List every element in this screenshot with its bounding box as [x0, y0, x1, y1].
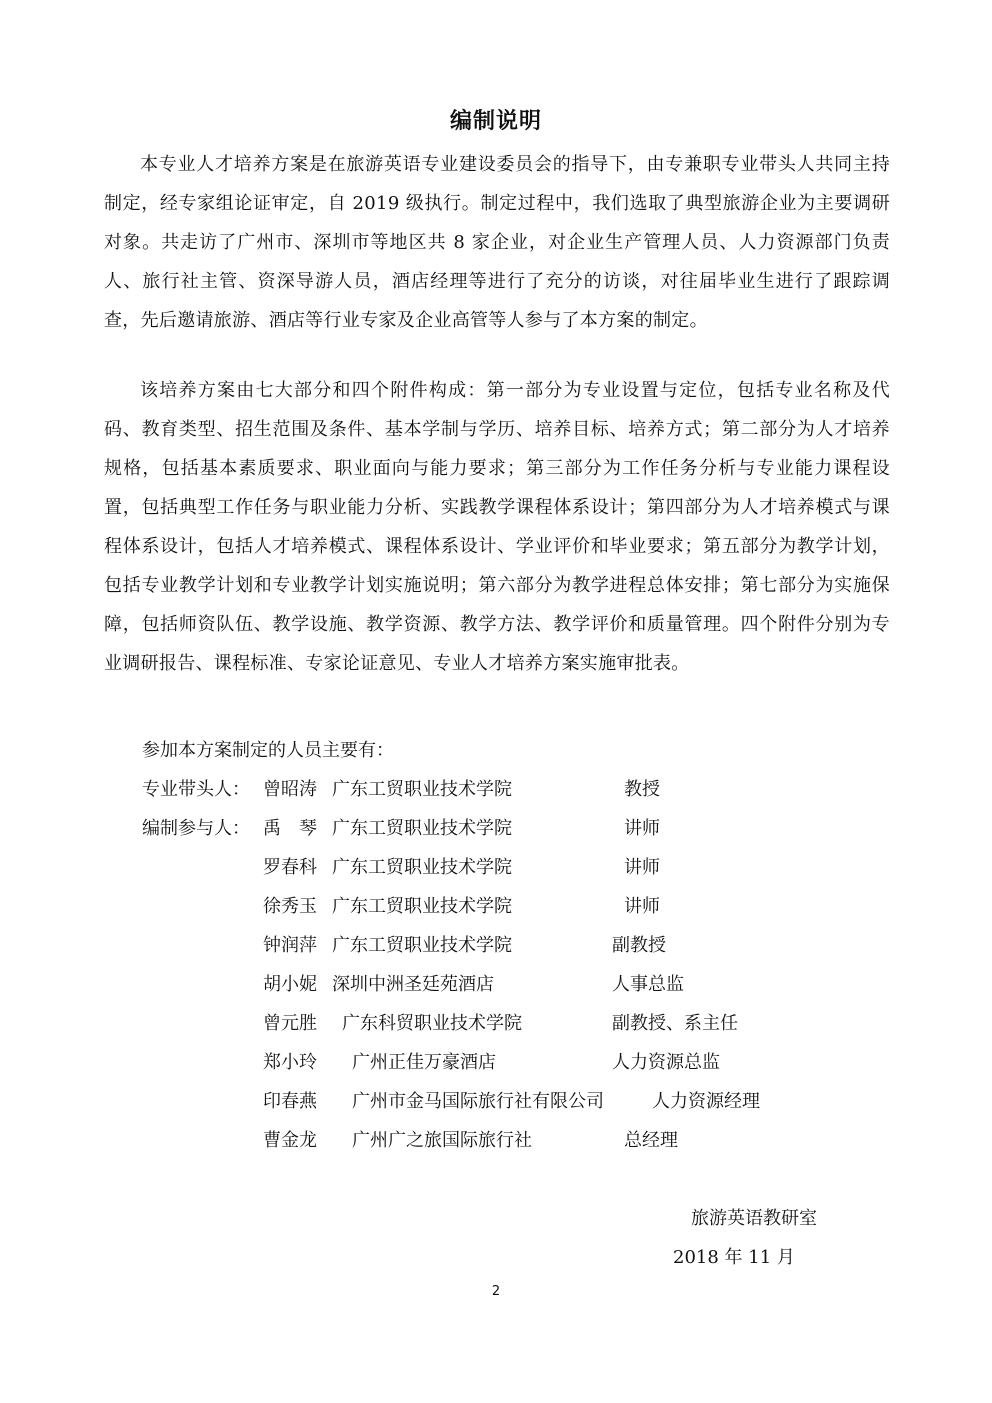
participant-name: 印春燕	[263, 1091, 317, 1112]
participant-row	[0, 887, 992, 926]
participant-name: 曾元胜	[263, 1013, 317, 1034]
participant-post: 讲师	[624, 857, 660, 878]
participant-row	[0, 926, 992, 965]
participant-post: 副教授、系主任	[612, 1013, 738, 1034]
participant-post: 总经理	[624, 1130, 678, 1151]
participants-intro: 参加本方案制定的人员主要有：	[142, 740, 394, 761]
participant-name: 禹 琴	[263, 818, 317, 839]
participant-name: 钟润萍	[263, 935, 317, 956]
participant-row	[0, 848, 992, 887]
signature-department: 旅游英语教研室	[691, 1208, 817, 1229]
participant-org: 广东工贸职业技术学院	[332, 857, 512, 878]
participant-org: 广东工贸职业技术学院	[332, 818, 512, 839]
participant-org: 广东科贸职业技术学院	[342, 1013, 522, 1034]
participant-post: 人力资源总监	[612, 1052, 720, 1073]
participant-org: 广东工贸职业技术学院	[332, 935, 512, 956]
participant-post: 人事总监	[612, 974, 684, 995]
participant-org: 广东工贸职业技术学院	[332, 779, 512, 800]
participant-name: 胡小妮	[263, 974, 317, 995]
role-label-leader: 专业带头人：	[142, 779, 250, 800]
participants-list	[0, 770, 992, 1160]
document-title: 编制说明	[449, 109, 542, 134]
participant-org: 广东工贸职业技术学院	[332, 896, 512, 917]
participant-row	[0, 1082, 992, 1121]
participant-row	[0, 1004, 992, 1043]
participant-name: 郑小玲	[263, 1052, 317, 1073]
participant-org: 广州广之旅国际旅行社	[352, 1130, 532, 1151]
page-number: 2	[491, 1284, 501, 1299]
participant-org: 广州正佳万豪酒店	[352, 1052, 496, 1073]
participant-post: 人力资源经理	[652, 1091, 760, 1112]
participant-name: 罗春科	[263, 857, 317, 878]
paragraph-2: 该培养方案由七大部分和四个附件构成：第一部分为专业设置与定位，包括专业名称及代码、教育类型、招生范围及条件、基本学制与学历、培养目标、培养方式；第二部分为人才培养规格，包括基本素质要求、职业面向与能力要求；第三部分为工作任务分析与专业能力课程设置，包括典型工作任务与职业能力分析、实践教学课程体系设计；第四部分为人才培养模式与课程体系设计，包括人才培养模式、课程体系设计、学业评价和毕业要求；第五部分为教学计划，包括专业教学计划和专业教学计划实施说明；第六部分为教学进程总体安排；第七部分为实施保障，包括师资队伍、教学设施、教学资源、教学方法、教学评价和质量管理。四个附件分别为专业调研报告、课程标准、专家论证意见、专业人才培养方案实施审批表。	[104, 380, 890, 674]
participant-post: 副教授	[612, 935, 666, 956]
participant-row	[0, 1043, 992, 1082]
signature-date: 2018 年 11 月	[673, 1247, 795, 1268]
paragraph-1: 本专业人才培养方案是在旅游英语专业建设委员会的指导下，由专兼职专业带头人共同主持制定，经专家组论证审定，自 2019 级执行。制定过程中，我们选取了典型旅游企业为主要调研对象。共走访了广州市、深圳市等地区共 8 家企业，对企业生产管理人员、人力资源部门负责人、旅行社主管、资深导游人员，酒店经理等进行了充分的访谈，对往届毕业生进行了跟踪调查，先后邀请旅游、酒店等行业专家及企业高管等人参与了本方案的制定。	[104, 154, 890, 331]
participant-org: 深圳中洲圣廷苑酒店	[332, 974, 494, 995]
participant-row	[0, 770, 992, 809]
participant-row	[0, 809, 992, 848]
participant-post: 讲师	[624, 896, 660, 917]
role-label-members: 编制参与人：	[142, 818, 250, 839]
participant-row	[0, 965, 992, 1004]
participant-post: 讲师	[624, 818, 660, 839]
participant-name: 曾昭涛	[263, 779, 317, 800]
participant-post: 教授	[624, 779, 660, 800]
participant-row	[0, 1121, 992, 1160]
participant-org: 广州市金马国际旅行社有限公司	[352, 1091, 604, 1112]
participant-name: 曹金龙	[263, 1130, 317, 1151]
participant-name: 徐秀玉	[263, 896, 317, 917]
